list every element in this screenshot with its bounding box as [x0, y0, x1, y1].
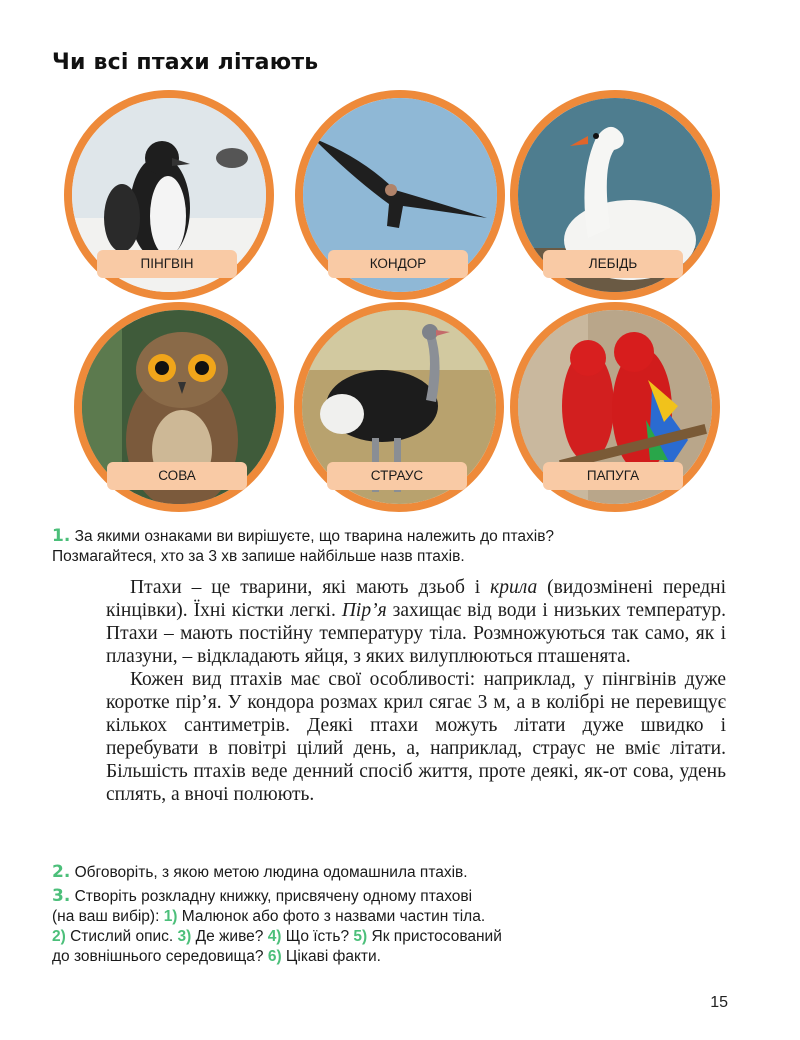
bird-card-parrot: [510, 302, 720, 512]
task-1-line-2: Позмагайтеся, хто за 3 хв запише найбільше назв птахів.: [52, 548, 465, 565]
task-1-line-1: За якими ознаками ви вирішуєте, що тварина належить до птахів?: [74, 528, 555, 545]
bird-label: СТРАУС: [327, 462, 467, 490]
task-1: [52, 526, 554, 567]
task-3: 3. Створіть розкладну книжку, присвячену одному птахові (на ваш вибір): 1) Малюнок або фото з назвами частин тіла. 2) Стислий опис. 3) Де живе? 4) Що їсть? 5) Як пристосований до зовнішнього середовища? 6) Цікаві факти.: [52, 886, 502, 965]
page-title: Чи всі птахи літають: [52, 50, 319, 75]
task-number: 1.: [52, 526, 71, 546]
term-wings: крила: [490, 577, 538, 598]
bird-card-swan: [510, 90, 720, 300]
task-2-text: Обговоріть, з якою метою людина одомашнила птахів.: [74, 864, 468, 881]
reading-paragraph-1: Птахи – це тварини, які мають дзьоб і крила (видозмінені передні кінцівки). Їхні кістки легкі. Пір’я захищає від води і низьких температур. Птахи – мають постійну температуру тіла. Розмножуються так само, як і плазуни, – відкладають яйця, з яких вилуплюються пташенята.: [106, 577, 727, 667]
bird-label: КОНДОР: [328, 250, 468, 278]
task-2: [52, 862, 468, 883]
term-feathers: Пір’я: [341, 600, 387, 621]
bird-label: ПІНГВІН: [97, 250, 237, 278]
reading-paragraph-2: Кожен вид птахів має свої особливості: наприклад, у пінгвінів дуже коротке пір’я. У кондора розмах крил сягає 3 м, а в колібрі не перевищує кількох сантиметрів. Деякі птахи можуть літати дуже швидко і перебувати в повітрі цілий день, а, наприклад, страус не вміє літати. Більшість птахів веде денний спосіб життя, проте деякі, як-от сова, удень сплять, а вночі полюють.: [106, 669, 726, 805]
task-number: 2.: [52, 862, 71, 882]
bird-card-penguin: [64, 90, 274, 300]
bird-card-ostrich: [294, 302, 504, 512]
bird-label: ЛЕБІДЬ: [543, 250, 683, 278]
task-number: 3.: [52, 886, 71, 906]
page-number: 15: [710, 994, 728, 1011]
bird-label: ПАПУГА: [543, 462, 683, 490]
bird-label: СОВА: [107, 462, 247, 490]
reading-text: [106, 576, 726, 806]
bird-card-condor: [295, 90, 505, 300]
bird-card-owl: [74, 302, 284, 512]
